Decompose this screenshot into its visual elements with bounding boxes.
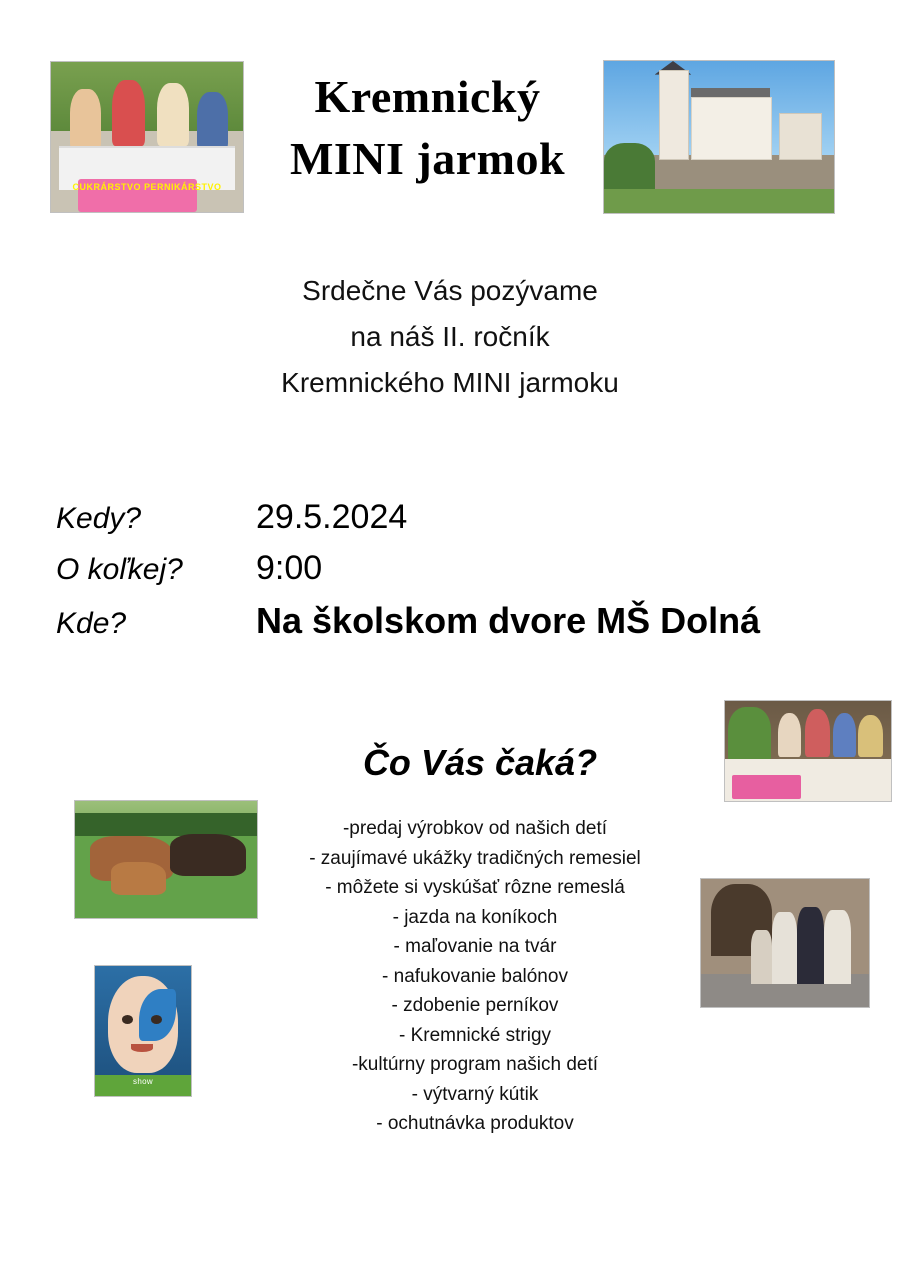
detail-value-date: 29.5.2024 <box>256 498 408 536</box>
title-line-2: MINI jarmok <box>289 133 566 184</box>
program-item: - nafukovanie balónov <box>382 965 568 987</box>
detail-label-when: Kedy? <box>56 502 142 535</box>
photo-person-figure <box>824 910 851 984</box>
detail-label-place: Kde? <box>56 607 127 640</box>
program-item: - zdobenie perníkov <box>391 995 559 1016</box>
program-item: - Kremnické strigy <box>398 1024 552 1046</box>
title-line-1: Kremnický <box>314 71 541 122</box>
detail-row-date <box>56 498 876 537</box>
photo-mouth <box>131 1044 152 1052</box>
program-item: - výtvarný kútik <box>411 1083 539 1105</box>
photo-kids-craft-table <box>50 61 244 213</box>
photo-treeline <box>75 813 257 839</box>
photo-child-figure <box>833 713 856 757</box>
photo-logo-caption: show <box>133 1076 153 1086</box>
program-item: - môžete si vyskúšať rôzne remeslá <box>325 877 625 898</box>
poster-header <box>0 58 900 213</box>
program-item: - zaujímavé ukážky tradičných remesiel <box>309 847 641 869</box>
program-item: - maľovanie na tvár <box>393 936 557 957</box>
detail-value-place: Na školskom dvore MŠ Dolná <box>256 600 761 641</box>
photo-foal <box>111 862 166 895</box>
photo-clock-tower <box>659 70 689 160</box>
photo-church <box>691 97 771 160</box>
photo-stall-banner <box>732 775 802 799</box>
program-list <box>260 814 690 1139</box>
photo-person-figure <box>772 912 797 984</box>
photo-child-figure <box>70 89 101 149</box>
detail-row-time <box>56 549 876 588</box>
detail-row-place <box>56 600 876 642</box>
detail-label-time: O koľkej? <box>56 553 183 586</box>
photo-child-figure <box>112 80 145 146</box>
invitation-line-2: na náš II. ročník <box>350 321 550 352</box>
photo-child-figure <box>778 713 801 757</box>
photo-grass <box>604 189 834 213</box>
event-details <box>56 498 876 654</box>
photo-market-stall <box>724 700 892 802</box>
photo-face-painting <box>94 965 192 1097</box>
photo-bastion <box>779 113 822 161</box>
program-item: -kultúrny program našich detí <box>351 1054 599 1075</box>
detail-value-time: 9:00 <box>256 549 323 587</box>
invitation-line-3: Kremnického MINI jarmoku <box>281 367 619 398</box>
photo-child-figure <box>197 92 228 149</box>
program-item: - jazda na koníkoch <box>392 906 558 928</box>
photo-plants <box>728 707 771 763</box>
program-heading: Čo Vás čaká? <box>362 742 598 783</box>
photo-folk-costumes <box>700 878 870 1008</box>
photo-trees <box>604 143 655 189</box>
photo-banner-caption: CUKRÁRSTVO PERNIKÁRSTVO <box>72 182 222 192</box>
photo-child-figure <box>751 930 771 984</box>
program-item: -predaj výrobkov od našich detí <box>342 818 608 839</box>
photo-person-figure <box>797 907 824 984</box>
poster-title <box>255 66 600 190</box>
invitation-line-1: Srdečne Vás pozývame <box>302 275 598 306</box>
photo-child-figure <box>858 715 883 757</box>
photo-horse <box>170 834 246 876</box>
photo-child-figure <box>157 83 190 146</box>
program-item: - ochutnávka produktov <box>376 1113 574 1134</box>
photo-horses-meadow <box>74 800 258 919</box>
photo-child-figure <box>805 709 830 757</box>
photo-kremnica-castle <box>603 60 835 214</box>
invitation-text <box>0 268 900 406</box>
